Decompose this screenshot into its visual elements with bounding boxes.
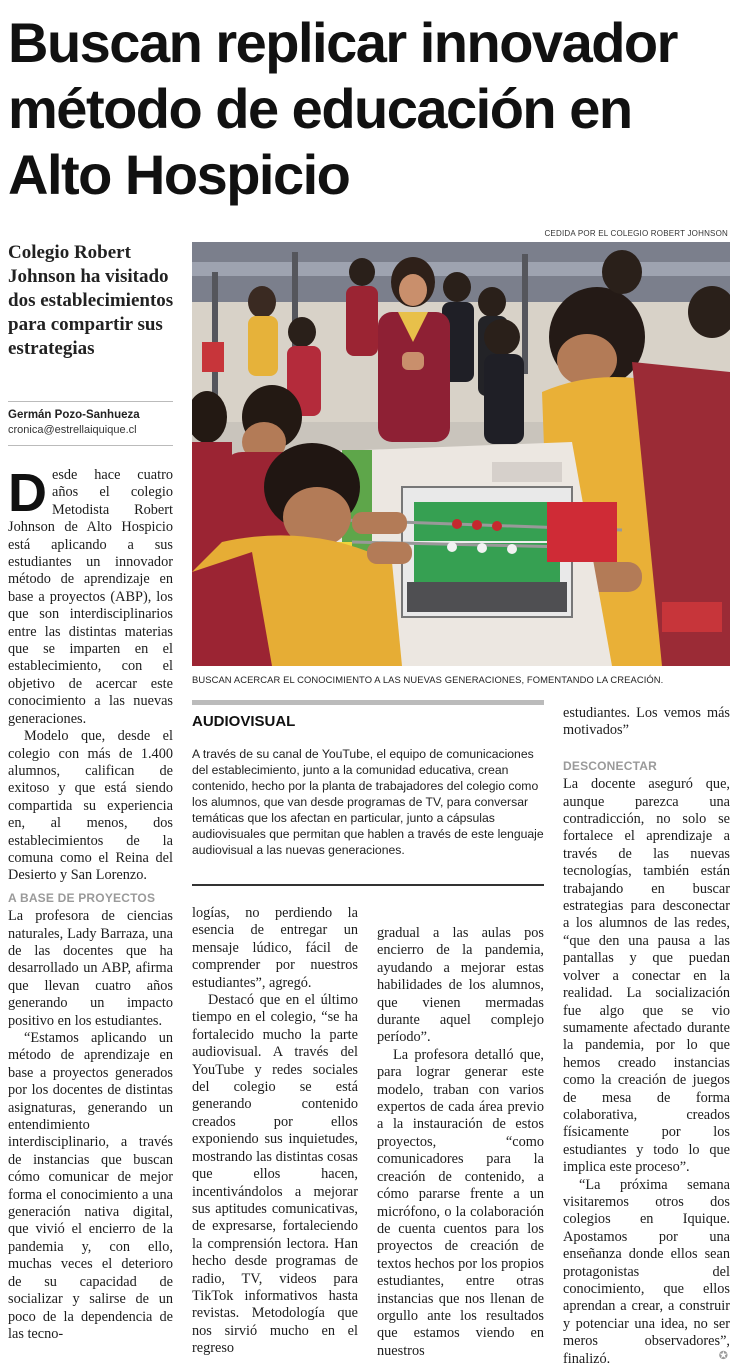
star-icon: ✪ [718,1349,728,1362]
deck-divider [8,401,173,402]
paragraph: “Estamos aplicando un método de aprendizaje en base a proyectos generados por los docentes de distintas asignaturas, generando un entendimiento interdisciplinario, a través de instancias que buscan cómo comunicar de mejor forma el conocimiento a una generación nativa digital, que vivió el encierro de la pandemia y, con ello, muchas veces el deterioro de su capacidad de socializar y salirse de un poco de la dependencia de las tecno- [8,1030,173,1342]
article-column-3 [377,925,544,1360]
headline: Buscan replicar innovador método de educación en Alto Hospicio [8,11,677,206]
paragraph: La profesora de ciencias naturales, Lady Barraza, una de las docentes que ha desarrollado un ABP, afirma que llevan cuatro años generando un impacto positivo en los estudiantes. [8,908,173,1029]
paragraph: Destacó que en el último tiempo en el colegio, “se ha fortalecido mucho la parte audiovisual. A través del YouTube y redes sociales del colegio se está generando contenido creados por ellos exponiendo sus inquietudes, mostrando las distintas cosas que ellos hacen, incentivándolos a mejorar sus aptitudes comunicativas, de expresarse, fortaleciendo la comprensión lectora. Han hecho desde programas de radio, TV, videos para TikTok informativos hasta revistas. Metodología que nos sirvió mucho en el regreso [192,992,358,1357]
article-column-2 [192,905,358,1358]
author-email: cronica@estrellaiquique.cl [8,424,137,436]
paragraph-text: esde hace cuatro años el colegio Metodista Robert Johnson de Alto Hospicio está aplicando a sus estudiantes un innovador método de aprendizaje en base a proyectos (ABP), los que son interdisciplinarios entre las distintas materias que se imparten en el establecimiento, con el objetivo de acercar este conocimiento a las nuevas generaciones. [8,467,173,727]
box-bottom-rule [192,884,544,886]
paragraph: Modelo que, desde el colegio con más de 1.400 alumnos, califican de exitoso y que está siendo compartida su experiencia en, al menos, dos establecimientos de la comuna como el Reina del Desierto y San Lorenzo. [8,728,173,884]
photo [192,242,730,666]
article-column-1 [8,463,173,1343]
paragraph: logías, no perdiendo la esencia de entregar un mensaje lúdico, fácil de comprender por nuestros estudiantes”, agregó. [192,905,358,991]
deck: Colegio Robert Johnson ha visitado dos establecimientos para compartir sus estrategias [8,242,174,359]
box-text: A través de su canal de YouTube, el equipo de comunicaciones del establecimiento, junto a la comunidad educativa, crean contenido, hecho por la planta de trabajadores del colegio como los alumnos, que van desde programas de TV, para conversar temáticas que los afectan en particular, junto a cápsulas audiovisuales que permitan que hablen a través de este lenguaje audiovisual a las nuevas generaciones. [192,747,544,857]
author: Germán Pozo-Sanhueza [8,409,140,421]
subheading-desconectar: DESCONECTAR [563,758,657,773]
subheading-proyectos: A BASE DE PROYECTOS [8,890,156,905]
article-column-4 [563,705,730,1368]
box-title: AUDIOVISUAL [192,700,544,730]
author-divider [8,445,173,446]
drop-cap: D [8,463,47,523]
paragraph: “La próxima semana visitaremos otros dos colegios en Iquique. Apostamos por una enseñanza donde ellos sean protagonistas del conocimiento, que ellos aprendan a crear, a construir y potenciar una idea, no ser meros observadores”, finalizó. [563,1176,730,1367]
intro-paragraph [8,463,173,728]
paragraph: La docente aseguró que, aunque parezca una contradicción, no solo se fortalece el aprendizaje a través de las nuevas tecnologías, también están trabajando en buscar estrategias para desconectar a los alumnos de las redes, “que den una pausa a las pantallas y que puedan volver a conectar en la realidad. La socialización fue algo que se vio sumamente afectado durante la pandemia, por lo que hemos creado instancias como la creación de juegos de mesa de forma colaborativa, creados físicamente por los estudiantes y todo lo que implica este proceso”. [563,776,730,1176]
classroom-photo [192,242,730,666]
photo-credit: CEDIDA POR EL COLEGIO ROBERT JOHNSON [544,229,728,238]
paragraph: gradual a las aulas pos encierro de la pandemia, ayudando a mejorar estas habilidades de los alumnos, que vienen mermadas durante aquel complejo período”. [377,925,544,1046]
paragraph: La profesora detalló que, para lograr generar este modelo, traban con varios expertos de cada área previo a la instauración de estos proyectos, “como comunicadores para la creación de contenido, a cómo pararse frente a un micrófono, o la colaboración de cuenta cuentos para los proyectos de creación de textos hechos por los propios estudiantes, entre otras instancias que nos llenan de orgullo ante los resultados que estamos viendo en nuestros [377,1046,544,1359]
photo-caption: BUSCAN ACERCAR EL CONOCIMIENTO A LAS NUEVAS GENERACIONES, FOMENTANDO LA CREACIÓN. [192,674,664,685]
paragraph: estudiantes. Los vemos más motivados” [563,705,730,739]
audiovisual-box [192,700,544,858]
